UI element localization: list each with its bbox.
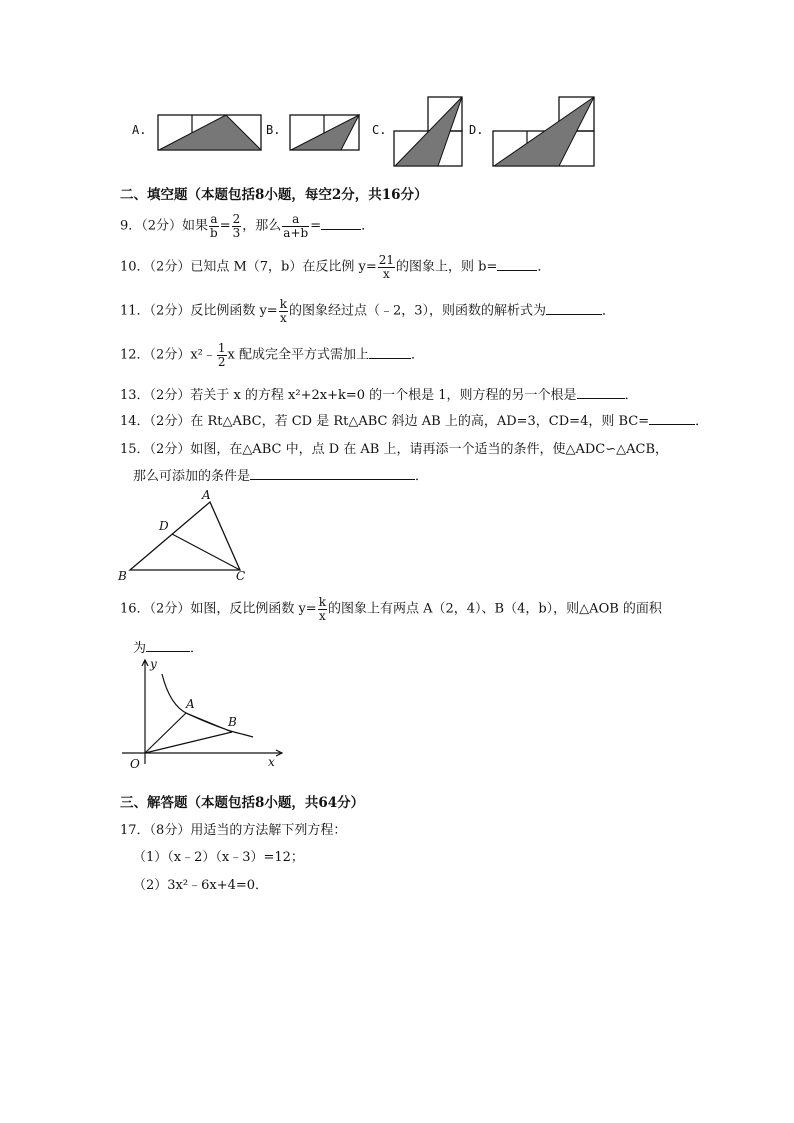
fig16-label-y: y (150, 657, 157, 671)
fig16-label-b: B (228, 715, 237, 729)
q16-answer-blank[interactable] (146, 639, 190, 652)
option-a-label: A. (132, 123, 147, 137)
option-b-figure (289, 114, 361, 152)
q15-line2-text: 那么可添加的条件是 (133, 469, 251, 484)
fig16-label-o: O (130, 757, 140, 771)
fig15-label-c: C (236, 569, 246, 582)
fig16-label-a: A (186, 697, 195, 711)
q11-answer-blank[interactable] (546, 302, 602, 315)
fig15-label-a: A (202, 488, 211, 502)
q12-prefix: 12．（2分）x²﹣ (120, 347, 216, 363)
question-12: 12．（2分）x²﹣ $\frac{1}{2}$ x 配成完全平方式需加上 ． (120, 341, 424, 369)
q9-fraction-a-over-b: $\frac{a}{b}$ (210, 212, 218, 240)
question-17-part-1: （1）（x﹣2）（x﹣3）=12； (133, 850, 304, 865)
q10-answer-blank[interactable] (497, 258, 537, 271)
question-16-line-2: 为 ． (133, 641, 204, 656)
q13-text: 13．（2分）若关于 x 的方程 x²+2x+k=0 的一个根是 1，则方程的另一个根是 (120, 388, 577, 403)
q15-answer-blank[interactable] (250, 467, 415, 480)
question-15-line-2: 那么可添加的条件是 ． (133, 469, 429, 484)
question-17-title: 17．（8分）用适当的方法解下列方程： (120, 823, 347, 838)
question-13: 13．（2分）若关于 x 的方程 x²+2x+k=0 的一个根是 1，则方程的另一个根是 ． (120, 388, 638, 403)
question-17-part-2: （2）3x²﹣6x+4=0． (133, 878, 269, 893)
option-c-label: C. (372, 123, 387, 137)
q12-answer-blank[interactable] (369, 346, 411, 359)
question-14: 14．（2分）在 Rt△ABC，若 CD 是 Rt△ABC 斜边 AB 上的高，AD=3，CD=4，则 BC= ． (120, 414, 709, 429)
q10-fraction: $\frac{21}{x}$ (378, 253, 394, 281)
figure-15-triangle (115, 486, 255, 582)
q14-answer-blank[interactable] (649, 412, 695, 425)
q10-prefix: 10．（2分）已知点 M（7，b）在反比例 y= (120, 259, 377, 275)
q16-prefix: 16．（2分）如图，反比例函数 y= (120, 601, 317, 617)
fig15-label-d: D (159, 519, 169, 533)
q9-mid: ，那么 (242, 218, 282, 234)
q9-fraction-a-over-a-plus-b: $\frac{a}{a+b}$ (283, 212, 309, 240)
fig15-label-b: B (118, 569, 127, 582)
q16-line2-text: 为 (133, 641, 147, 656)
question-11: 11．（2分）反比例函数 y= $\frac{k}{x}$ 的图象经过点（﹣2，3），则函数的解析式为 ． (120, 297, 616, 325)
q9-answer-blank[interactable] (321, 217, 361, 230)
q14-text: 14．（2分）在 Rt△ABC，若 CD 是 Rt△ABC 斜边 AB 上的高，AD=3，CD=4，则 BC= (120, 414, 650, 429)
option-a-figure (157, 114, 263, 152)
question-15-line-1: 15．（2分）如图，在△ABC 中，点 D 在 AB 上，请再添一个适当的条件，使△ADC∽△ACB， (120, 442, 668, 457)
q12-fraction: $\frac{1}{2}$ (217, 341, 226, 369)
q11-fraction: $\frac{k}{x}$ (279, 297, 287, 325)
option-d-label: D. (469, 123, 484, 137)
q11-prefix: 11．（2分）反比例函数 y= (120, 303, 278, 319)
q16-fraction: $\frac{k}{x}$ (318, 595, 326, 623)
option-c-figure (393, 96, 465, 168)
option-b-label: B. (266, 123, 281, 137)
q16-tail: 的图象上有两点 A（2，4）、B（4，b），则△AOB 的面积 (327, 601, 662, 617)
question-10: 10．（2分）已知点 M（7，b）在反比例 y= $\frac{21}{x}$ 的图象上，则 b= ． (120, 253, 551, 281)
question-16 (120, 596, 662, 622)
figure-16-graph (118, 656, 288, 778)
question-9: 9．（2分）如果 $\frac{a}{b}$ = $\frac{2}{3}$ ，那么 $\frac{a}{a+b}$ = ． (120, 212, 375, 240)
option-d-figure (492, 96, 596, 168)
section-3-title: 三、解答题（本题包括8小题，共64分） (120, 795, 365, 811)
q9-fraction-2-over-3: $\frac{2}{3}$ (232, 212, 241, 240)
q9-prefix: 9．（2分）如果 (120, 218, 209, 234)
q12-tail: x 配成完全平方式需加上 (227, 347, 369, 363)
fig16-label-x: x (268, 755, 275, 769)
q11-tail: 的图象经过点（﹣2，3），则函数的解析式为 (288, 303, 547, 319)
q13-answer-blank[interactable] (577, 386, 625, 399)
section-2-title: 二、填空题（本题包括8小题，每空2分，共16分） (120, 187, 428, 203)
hyperbola-curve (162, 674, 253, 737)
q10-tail: 的图象上，则 b= (396, 259, 498, 275)
